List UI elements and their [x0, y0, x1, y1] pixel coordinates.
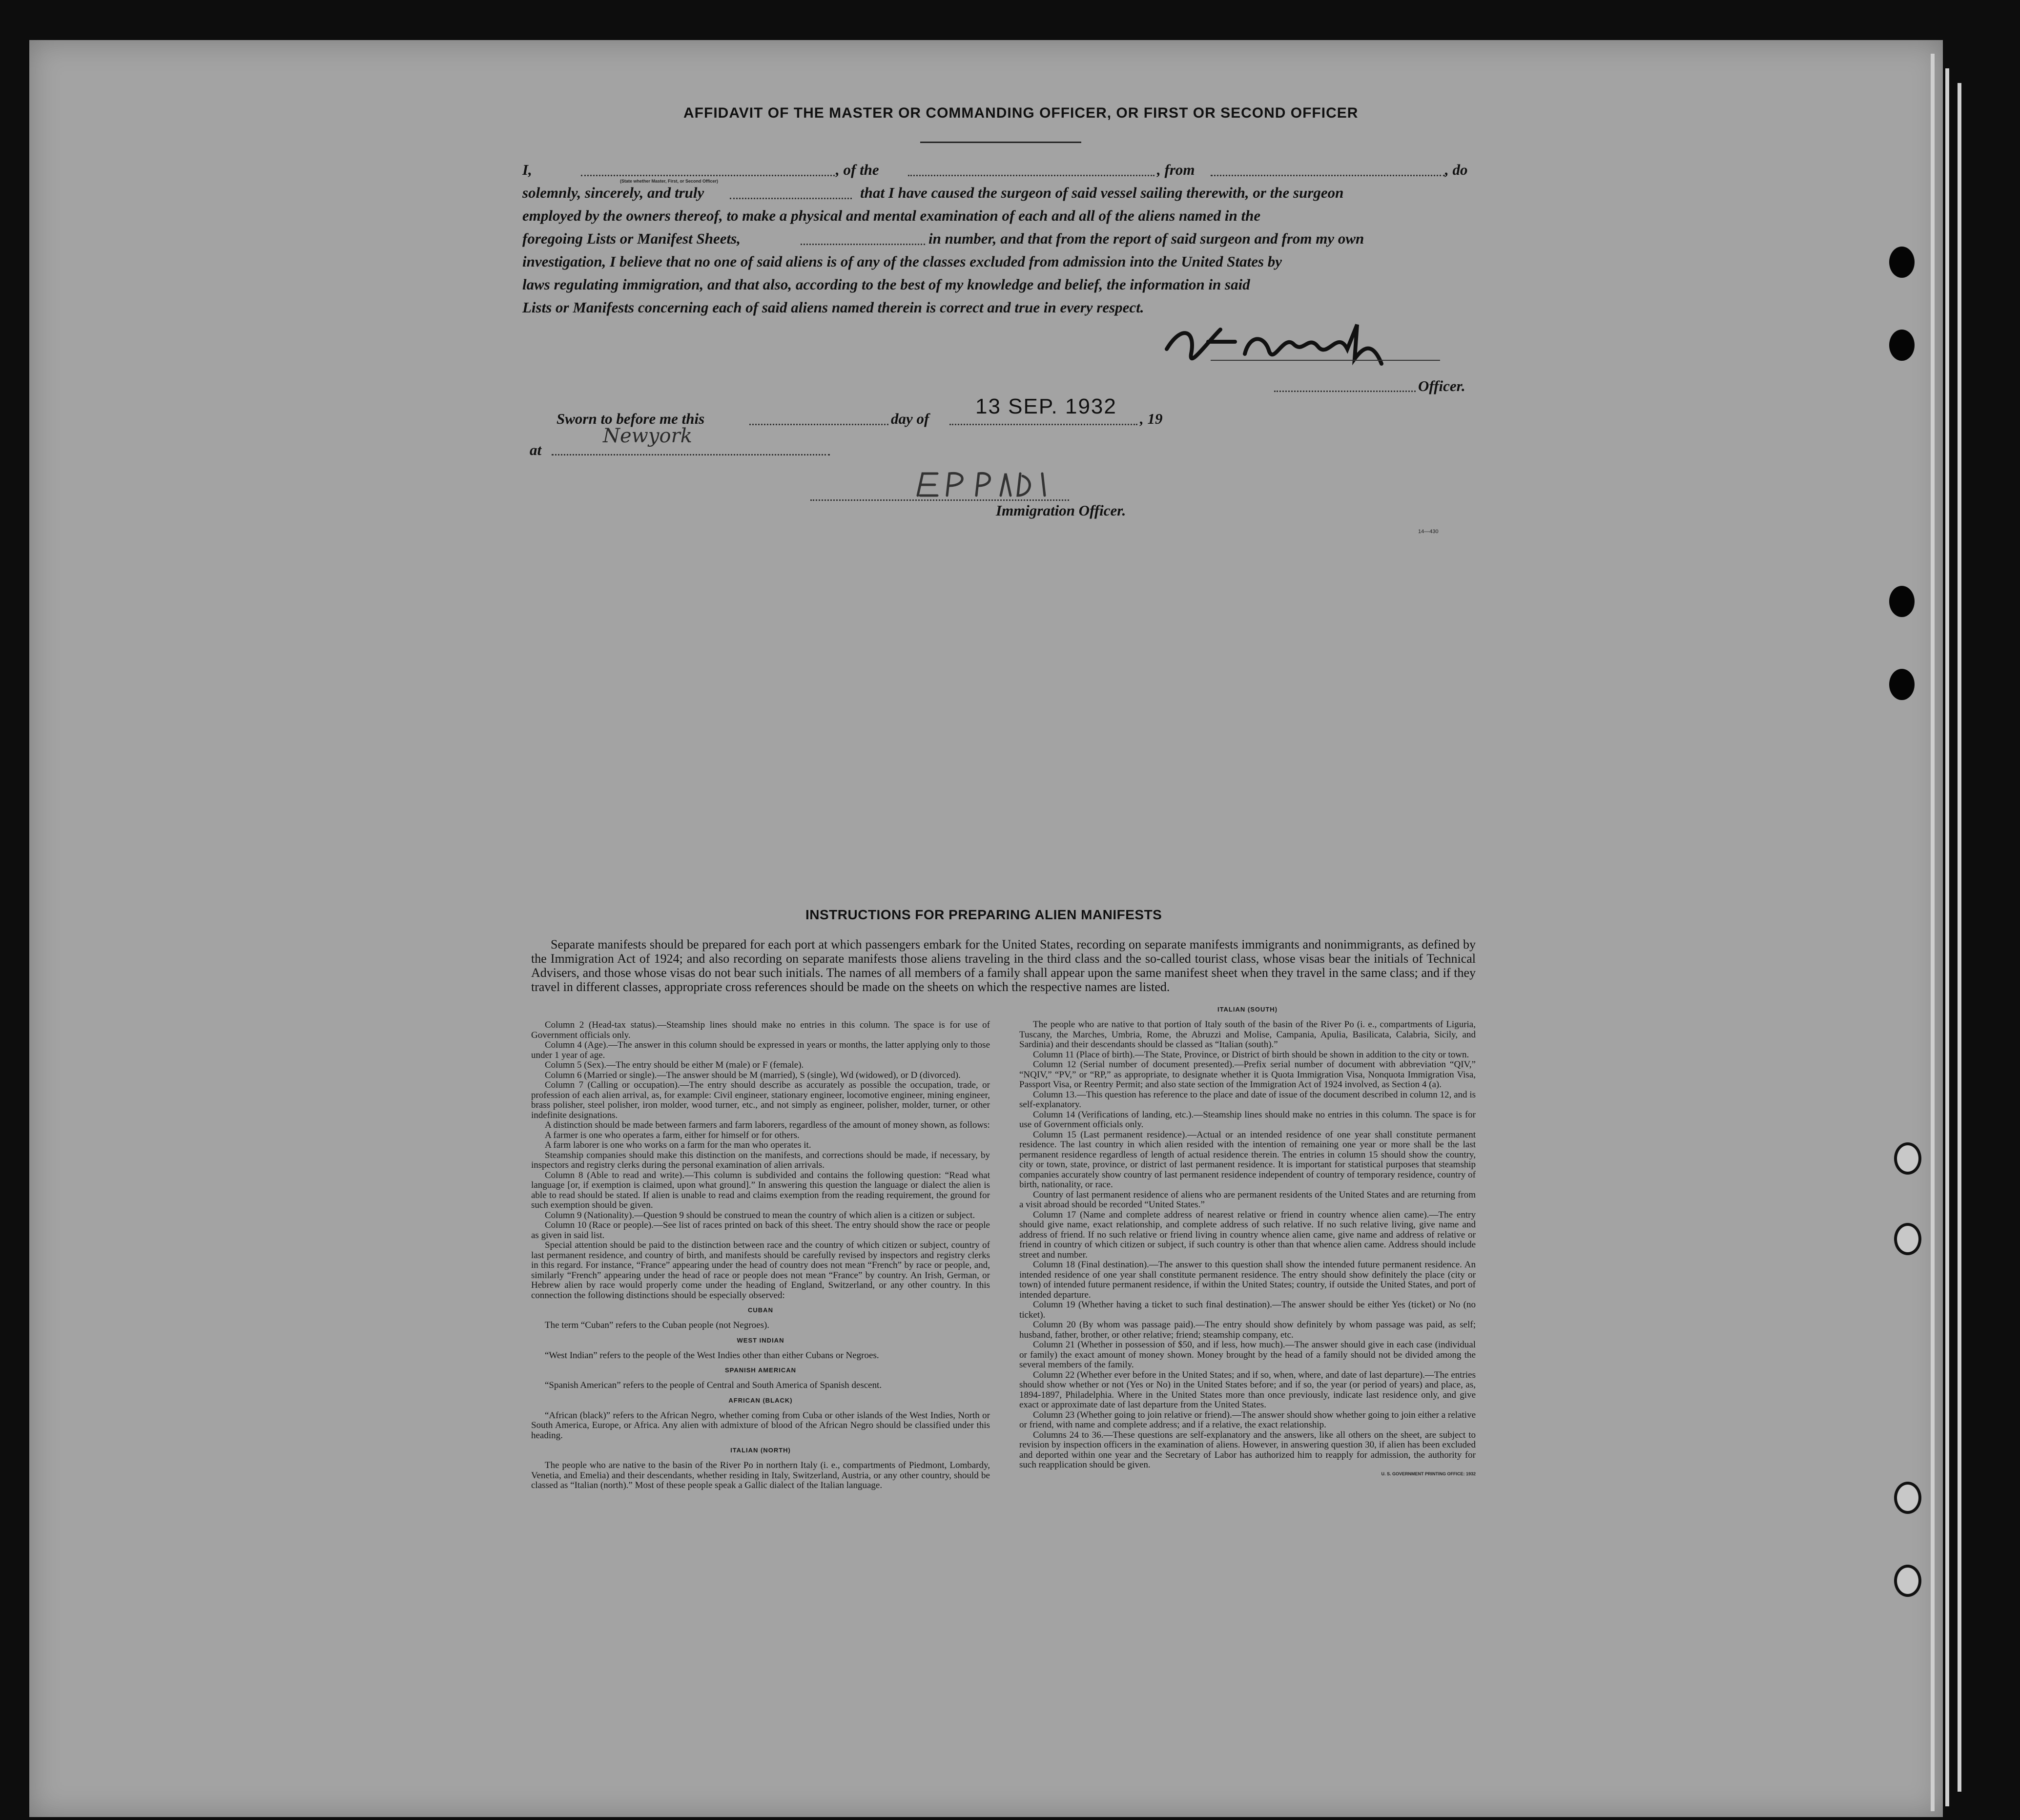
immigration-officer-label: Immigration Officer.: [996, 502, 1126, 519]
instruction-paragraph: Column 12 (Serial number of document presented).—Prefix serial number of document with abbreviation “QIV,” “NQIV,” “PV,” or “RP,” as appropriate, to designate whether it is Quota Immigration Visa, Nonquota Immigration Visa, Passport Visa, or Reentry Permit; and also state section of the Immigration Act of 1924 involved, as Section 4 (a).: [1019, 1059, 1476, 1090]
affidavit-of-the: , of the: [836, 161, 879, 178]
affidavit-do: , do: [1445, 161, 1468, 178]
form-number: 14—430: [1418, 529, 1439, 535]
officer-signature: [1162, 315, 1416, 373]
instruction-paragraph: Column 18 (Final destination).—The answer to this question shall show the intended future permanent residence. An intended residence of one year shall constitute permanent residence. The entry should show definitely the place (city or town) of intended future permanent residence, if within the United States; country, if outside the United States, and port of intended departure.: [1019, 1260, 1476, 1300]
binder-hole: [1889, 247, 1915, 278]
sheets-count-blank: [801, 244, 925, 245]
instruction-paragraph: Column 9 (Nationality).—Question 9 should be construed to mean the country of which alien is a citizen or subject.: [545, 1210, 975, 1220]
affidavit-i: I,: [522, 161, 532, 178]
binder-hole: [1894, 1142, 1921, 1175]
sworn-label: Sworn to before me this: [557, 410, 705, 427]
sworn-day-blank: [749, 424, 888, 425]
officer-label: Officer.: [1418, 377, 1465, 394]
instruction-paragraph: Column 13.—This question has reference to the place and date of issue of the document described in column 12, and is self-explanatory.: [1019, 1089, 1476, 1110]
affidavit-line-4a: foregoing Lists or Manifest Sheets,: [522, 230, 741, 247]
instruction-paragraph: Column 15 (Last permanent residence).—Actual or an intended residence of one year shall constitute permanent residence. The last country in which alien resided with the intention of remaining one year or more shall be the last permanent residence regardless of length of actual residence therein. The entries in column 15 should show the country, city or town, state, province, or district of last permanent residence. It is important for statistical purposes that steamship companies accurately show country of last permanent residence independent of country of temporary residence, country of birth, nationality, or race.: [1019, 1129, 1476, 1190]
binder-hole: [1889, 669, 1915, 700]
instruction-paragraph: A farmer is one who operates a farm, either for himself or for others.: [545, 1130, 800, 1140]
instruction-paragraph: Column 20 (By whom was passage paid).—The entry should show definitely by whom passage was paid, as self; husband, father, brother, or other relative; friend; steamship company, etc.: [1019, 1320, 1476, 1340]
instruction-paragraph: Column 21 (Whether in possession of $50, and if less, how much).—The answer should give in each case (individual or family) the exact amount of money shown. Money brought by the head of a family should not be divided among the several members of the family.: [1019, 1340, 1476, 1370]
instruction-paragraph: Columns 24 to 36.—These questions are self-explanatory and the answers, like all others on the sheet, are subject to revision by inspection officers in the examination of aliens. However, in answering question 30, if alien has been excluded and deported within one year and the Secretary of Labor has authorized him to reapply for admission, the authority for such reapplication should be given.: [1019, 1429, 1476, 1470]
officer-rank-note: (State whether Master, First, or Second Officer): [620, 179, 719, 184]
at-label: at: [530, 441, 542, 458]
spanish-american-paragraph: “Spanish American” refers to the people of Central and South America of Spanish descent.: [545, 1380, 882, 1390]
affidavit-line-4b: in number, and that from the report of said surgeon and from my own: [928, 230, 1364, 247]
year-prefix: , 19: [1140, 410, 1163, 427]
officer-line: [1274, 391, 1416, 392]
instruction-paragraph: Column 2 (Head-tax status).—Steamship lines should make no entries in this column. The space is for use of Government officials only.: [531, 1020, 990, 1040]
cuban-paragraph: The term “Cuban” refers to the Cuban people (not Negroes).: [545, 1320, 770, 1330]
affidavit-line-2b: that I have caused the surgeon of said vessel sailing therewith, or the surgeon: [860, 184, 1344, 201]
binder-hole: [1889, 586, 1915, 617]
instruction-paragraph: Column 11 (Place of birth).—The State, Province, or District of birth should be shown in addition to the city or town.: [1033, 1049, 1469, 1060]
affidavit-from: , from: [1157, 161, 1195, 178]
instruction-paragraph: Steamship companies should make this distinction on the manifests, and corrections should be made, if necessary, by inspectors and registry clerks during the personal examination of alien arrivals.: [531, 1150, 990, 1170]
italian-north-paragraph: The people who are native to the basin of the River Po in northern Italy (i. e., compartments of Piedmont, Lombardy, Venetia, and Emelia) and their descendants, whether residing in Italy, Switzerland, Austria, or any other country, should be classed as “Italian (north).” Most of these people speak a Gallic dialect of the Italian language.: [531, 1460, 990, 1490]
printing-office-imprint: U. S. GOVERNMENT PRINTING OFFICE: 1932: [1381, 1471, 1476, 1476]
page-edge: [1958, 83, 1961, 1792]
port-blank: [1211, 175, 1445, 176]
place-blank: [552, 454, 830, 455]
affidavit-title: AFFIDAVIT OF THE MASTER OR COMMANDING OFFICER, OR FIRST OR SECOND OFFICER: [683, 105, 1359, 121]
binder-hole: [1889, 330, 1915, 361]
cuban-heading: CUBAN: [748, 1306, 773, 1314]
african-heading: AFRICAN (BLACK): [728, 1396, 793, 1404]
immigration-officer-line: [810, 499, 1069, 501]
affidavit-line-2a: solemnly, sincerely, and truly: [522, 184, 704, 201]
instruction-paragraph: Special attention should be paid to the distinction between race and the country of which citizen or subject, country of last permanent residence, and country of birth, and manifests should be carefully revised by inspectors and registry clerks in this regard. For instance, “France” appearing under the head of country does not mean “French” by race or people, and, similarly “French” appearing under the head of race or people does not mean “France” by country. An Irish, German, or Hebrew alien by race would properly come under the heading of England, Switzerland, or any other country. In this connection the following distinctions should be especially observed:: [531, 1240, 990, 1301]
oath-blank: [730, 198, 852, 199]
affidavit-line-6: laws regulating immigration, and that also, according to the best of my knowledge and belief, the information in said: [522, 276, 1250, 293]
page-edge: [1945, 68, 1949, 1806]
instruction-paragraph: The people who are native to that portion of Italy south of the basin of the River Po (i. e., compartments of Liguria, Tuscany, the Marches, Umbria, Rome, the Abruzzi and Molise, Campania, Apulia, Basilicata, Calabria, Sicily, and Sardinia) and their descendants should be classed as “Italian (south).”: [1019, 1019, 1476, 1050]
officer-signature-line: [1211, 360, 1440, 361]
binder-hole: [1894, 1223, 1921, 1255]
sworn-month-blank: [949, 424, 1137, 425]
italian-north-heading: ITALIAN (NORTH): [730, 1447, 791, 1454]
instruction-paragraph: A distinction should be made between farmers and farm laborers, regardless of the amount of money shown, as follows:: [545, 1120, 990, 1130]
instruction-paragraph: Country of last permanent residence of aliens who are permanent residents of the United States and are returning from a visit abroad should be recorded “United States.”: [1019, 1189, 1476, 1210]
affidavit-line-7: Lists or Manifests concerning each of said aliens named therein is correct and true in every respect.: [522, 299, 1144, 316]
instruction-paragraph: Column 19 (Whether having a ticket to such final destination).—The answer should be either Yes (ticket) or No (no ticket).: [1019, 1300, 1476, 1320]
spanish-american-heading: SPANISH AMERICAN: [724, 1366, 796, 1374]
instructions-right-column: [1019, 1006, 1476, 1476]
west-indian-paragraph: “West Indian” refers to the people of the West Indies other than either Cubans or Negroes.: [545, 1350, 879, 1361]
instructions-left-column: [531, 1020, 990, 1491]
west-indian-heading: WEST INDIAN: [737, 1336, 784, 1344]
instruction-paragraph: Column 8 (Able to read and write).—This column is subdivided and contains the following question: “Read what language [or, if exemption is claimed, upon what ground].” In answering this question the language or dialect the alien is able to read should be stated. If alien is unable to read and claims exemption from the reading requirement, the ground for such exemption should be given.: [531, 1170, 990, 1210]
officer-rank-blank: [581, 175, 835, 176]
day-of-label: day of: [891, 410, 929, 427]
binder-hole: [1894, 1482, 1921, 1514]
instructions-intro: Separate manifests should be prepared for each port at which passengers embark for the United States, recording on separate manifests immigrants and nonimmigrants, as defined by the Immigration Act of 1924; and also recording on separate manifests those aliens traveling in the third class and the so-called tourist class, whose visas bear the initials of Technical Advisers, and those whose visas do not bear such initials. The names of all members of a family shall appear upon the same manifest sheet when they travel in the same class; and if they travel in different classes, appropriate cross references should be made on the sheets on which the respective names are listed.: [531, 937, 1476, 994]
instruction-paragraph: Column 4 (Age).—The answer in this column should be expressed in years or months, the latter applying only to those under 1 year of age.: [531, 1040, 990, 1060]
instruction-paragraph: Column 22 (Whether ever before in the United States; and if so, when, where, and date of last departure).—The entries should show whether or not (Yes or No) in the United States before; and if so, the year (or period of years) and place, as, 1894-1897, Philadelphia. Where in the United States more than once previously, indicate last residence only, and give exact or approximate date of last departure from the United States.: [1019, 1369, 1476, 1410]
binder-hole: [1894, 1565, 1921, 1597]
instruction-paragraph: A farm laborer is one who works on a farm for the man who operates it.: [545, 1140, 811, 1150]
instruction-paragraph: Column 6 (Married or single).—The answer should be M (married), S (single), Wd (widowed), or D (divorced).: [545, 1070, 961, 1080]
affidavit-line-3: employed by the owners thereof, to make a physical and mental examination of each and all of the aliens named in the: [522, 207, 1261, 224]
date-stamp: 13 SEP. 1932: [975, 394, 1117, 418]
instruction-paragraph: Column 17 (Name and complete address of nearest relative or friend in country whence alien came).—The entry should give name, exact relationship, and complete address of such relative. If no such relative living, give name and address of friend. If no such relative or friend living in country whence alien came, give name and address of relative or friend in country of which citizen or subject, if such country is other than that whence alien came. Address should include street and number.: [1019, 1209, 1476, 1260]
instruction-paragraph: Column 7 (Calling or occupation).—The entry should describe as accurately as possible the occupation, trade, or profession of each alien arrival, as, for example: Civil engineer, stationary engineer, locomotive engineer, mining engineer, brass polisher, steel polisher, iron molder, wood turner, etc., and not simply as engineer, polisher, molder, turner, or other indefinite designations.: [531, 1080, 990, 1120]
place-handwritten: Newyork: [603, 425, 692, 447]
instruction-paragraph: Column 14 (Verifications of landing, etc.).—Steamship lines should make no entries in this column. The space is for use of Government officials only.: [1019, 1109, 1476, 1130]
title-underline: [920, 142, 1081, 143]
italian-south-heading: ITALIAN (SOUTH): [1217, 1006, 1278, 1013]
page-edge: [1931, 54, 1935, 1811]
instruction-paragraph: Column 5 (Sex).—The entry should be either M (male) or F (female).: [545, 1060, 804, 1070]
affidavit-line-5: investigation, I believe that no one of said aliens is of any of the classes excluded from admission into the United States by: [522, 253, 1282, 270]
instruction-paragraph: Column 10 (Race or people).—See list of races printed on back of this sheet. The entry should show the race or people as given in said list.: [531, 1220, 990, 1241]
african-paragraph: “African (black)” refers to the African Negro, whether coming from Cuba or other islands of the West Indies, North or South America, Europe, or Africa. Any alien with admixture of blood of the African Negro should be classified under this heading.: [531, 1410, 990, 1441]
vessel-blank: [908, 175, 1154, 176]
instruction-paragraph: Column 23 (Whether going to join relative or friend).—The answer should show whether going to join either a relative or friend, with name and complete address; and if a relative, the exact relationship.: [1019, 1409, 1476, 1430]
instructions-title: INSTRUCTIONS FOR PREPARING ALIEN MANIFESTS: [805, 907, 1162, 922]
